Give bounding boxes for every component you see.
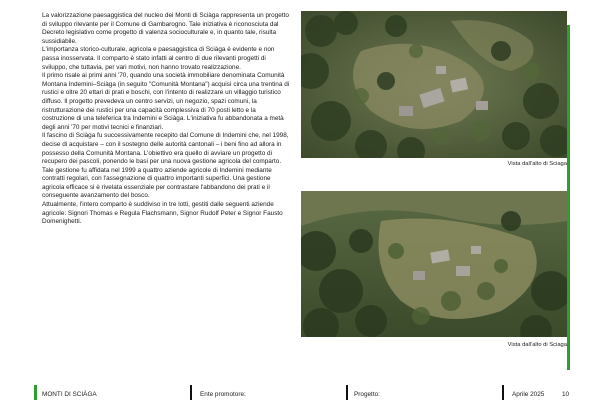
footer-divider xyxy=(502,385,504,400)
paragraph-2: L'importanza storico-culturale, agricola e paesaggistica di Sciàga è evidente e non passa inosservata. Il comparto è stato infatti al centro di due rilevanti progetti di sviluppo, che tuttavia, per vari motivi, non hanno trovato realizzazione. xyxy=(42,46,275,71)
page-footer xyxy=(0,384,600,400)
aerial-photo-2 xyxy=(301,191,567,337)
figure-caption-1: Vista dall'alto di Sciaga xyxy=(507,161,567,167)
paragraph-4: Il fascino di Sciàga fu successivamente recepito dal Comune di Indemini che, nel 1998, decise di acquistare – con il sostegno delle autorità cantonali – i beni fino ad allora in possesso della Comunità Montana. L'obiettivo era quello di avviare un progetto di recupero dei pascoli, ponendo le basi per una nuova gestione agricola del comparto. Tale gestione fu affidata nel 1999 a quattro aziende agricole di Indemini mediante contratti regolari, con l'assegnazione di quattro importanti superfici. Una gestione agricola efficace si è rivelata essenziale per contrastare l'abbandono dei prati e il conseguente avanzamento del bosco. xyxy=(42,132,289,200)
footer-accent-bar xyxy=(34,385,37,400)
footer-divider xyxy=(190,385,192,400)
footer-divider xyxy=(346,385,348,400)
aerial-photo-1 xyxy=(301,11,567,158)
paragraph-5: Attualmente, l'intero comparto è suddiviso in tre lotti, gestiti dalle seguenti aziende agricole: Signori Thomas e Regula Flachsmann, Signor Rudolf Peter e Signor Fausto Domenighetti. xyxy=(42,201,283,226)
body-text xyxy=(42,12,290,227)
figure-caption-2: Vista dall'alto di Sciaga xyxy=(507,342,567,348)
page-number: 10 xyxy=(562,391,570,398)
paragraph-1: La valorizzazione paesaggistica del nucleo dei Monti di Sciàga rappresenta un progetto di sviluppo rilevante per il Comune di Gambarogno. Tale iniziativa è riconosciuta dal Decreto legislativo come progetto di valenza socioculturale e, in quanto tale, risulta sussidiabile. xyxy=(42,12,289,45)
paragraph-3: Il primo risale ai primi anni '70, quando una società immobiliare denominata Comunità Montana Indemini–Sciàga (in seguito "Comunità Montana") acquisì circa una trentina di rustici e oltre 20 ettari di prati e boschi, con l'intento di realizzare un villaggio turistico diffuso. Il progetto prevedeva un centro servizi, un negozio, spazi comuni, la ristrutturazione dei rustici per una capacità complessiva di 70 posti letto e la costruzione di una teleferica tra Indemini e Sciàga. L'iniziativa fu abbandonata a metà degli anni '70 per motivi tecnici e finanziari. xyxy=(42,72,290,131)
footer-project-name: MONTI DI SCIÀGA xyxy=(42,391,97,398)
footer-date: Aprile 2025 xyxy=(512,391,545,398)
side-accent-rule xyxy=(567,25,570,370)
footer-project-label: Progetto: xyxy=(354,391,380,398)
footer-promoter-label: Ente promotore: xyxy=(200,391,246,398)
